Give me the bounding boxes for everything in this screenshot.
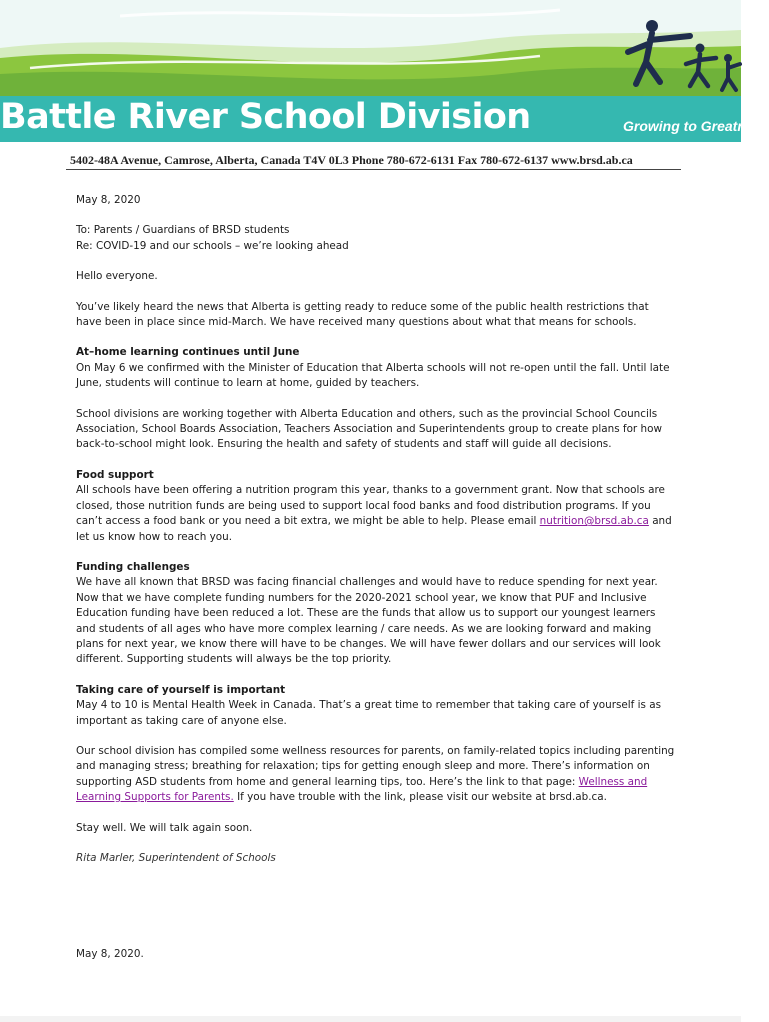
food-text-after: and let us know how to reach you. xyxy=(76,515,672,543)
nutrition-email-link[interactable]: nutrition@brsd.ab.ca xyxy=(539,515,649,528)
organization-name: Battle River School Division xyxy=(0,97,531,137)
letter-subject: Re: COVID-19 and our schools – we’re looking ahead xyxy=(76,239,349,252)
self-care-text-after: If you have trouble with the link, please visit our website at brsd.ab.ca. xyxy=(233,791,607,804)
address-line: 5402-48A Avenue, Camrose, Alberta, Canada T4V 0L3 Phone 780-672-6131 Fax 780-672-6137 www.brsd.ab.ca xyxy=(70,153,633,167)
letterhead xyxy=(0,0,769,150)
letter-date: May 8, 2020 xyxy=(76,194,141,206)
footer-date: May 8, 2020. xyxy=(76,948,144,960)
section-heading-food-support: Food support xyxy=(76,468,154,481)
organization-tagline: Growing to Greatness xyxy=(623,118,769,134)
wellness-supports-link[interactable]: Wellness and Learning Supports for Parents. xyxy=(76,775,648,804)
letter-intro: You’ve likely heard the news that Alberta is getting ready to reduce some of the public health restrictions that have been in place since mid-March. We have received many questions about what that means for schools. xyxy=(76,300,649,329)
address-divider xyxy=(66,169,681,170)
section-text-home-learning-2: School divisions are working together with Alberta Education and others, such as the provincial School Councils Association, School Boards Association, Teachers Association and Superintendents group to create plans for how back-to-school might look. Ensuring the health and safety of students and staff will guide all decisions. xyxy=(76,407,662,451)
section-text-self-care-2 xyxy=(76,744,676,806)
page-bottom-edge xyxy=(0,1016,741,1022)
letter-closing: Stay well. We will talk again soon. xyxy=(76,821,253,834)
section-heading-self-care: Taking care of yourself is important xyxy=(76,683,286,696)
section-text-funding: We have all known that BRSD was facing financial challenges and would have to reduce spending for next year. Now that we have complete funding numbers for the 2020-2021 school year, we know that PUF and Inclusive Education funding have been reduced a lot. These are the funds that allow us to support our youngest learners and students of all ages who have more complex learning / care needs. As we are looking forward and making plans for next year, we know there will have to be changes. We will have fewer dollars and our services will look different. Supporting students will always be the top priority. xyxy=(76,576,661,666)
letter-body xyxy=(76,193,676,881)
section-text-self-care-1: May 4 to 10 is Mental Health Week in Canada. That’s a great time to remember that taking care of yourself is as important as taking care of anyone else. xyxy=(76,699,662,727)
letter-greeting: Hello everyone. xyxy=(76,270,158,283)
food-text-before: All schools have been offering a nutrition program this year, thanks to a government grant. Now that schools are closed, those nutrition funds are being used to support local food banks and food distribution programs. If you can’t access a food bank or you need a bit extra, we might be able to help. Please email xyxy=(76,484,665,528)
section-text-home-learning-1: On May 6 we confirmed with the Minister of Education that Alberta schools will not re-open until the fall. Until late June, students will continue to learn at home, guided by teachers. xyxy=(76,361,670,390)
self-care-text-before: Our school division has compiled some wellness resources for parents, on family-related topics including parenting and managing stress; breathing for relaxation; tips for getting enough sleep and more. There’s information on supporting ASD students from home and general learning tips, too. Here’s the link to that page: xyxy=(76,744,675,788)
section-heading-funding: Funding challenges xyxy=(76,560,190,573)
section-text-food-support xyxy=(76,483,676,545)
letter-recipients: To: Parents / Guardians of BRSD students xyxy=(76,224,290,237)
section-heading-home-learning: At–home learning continues until June xyxy=(76,346,300,359)
letter-signature: Rita Marler, Superintendent of Schools xyxy=(76,852,276,864)
